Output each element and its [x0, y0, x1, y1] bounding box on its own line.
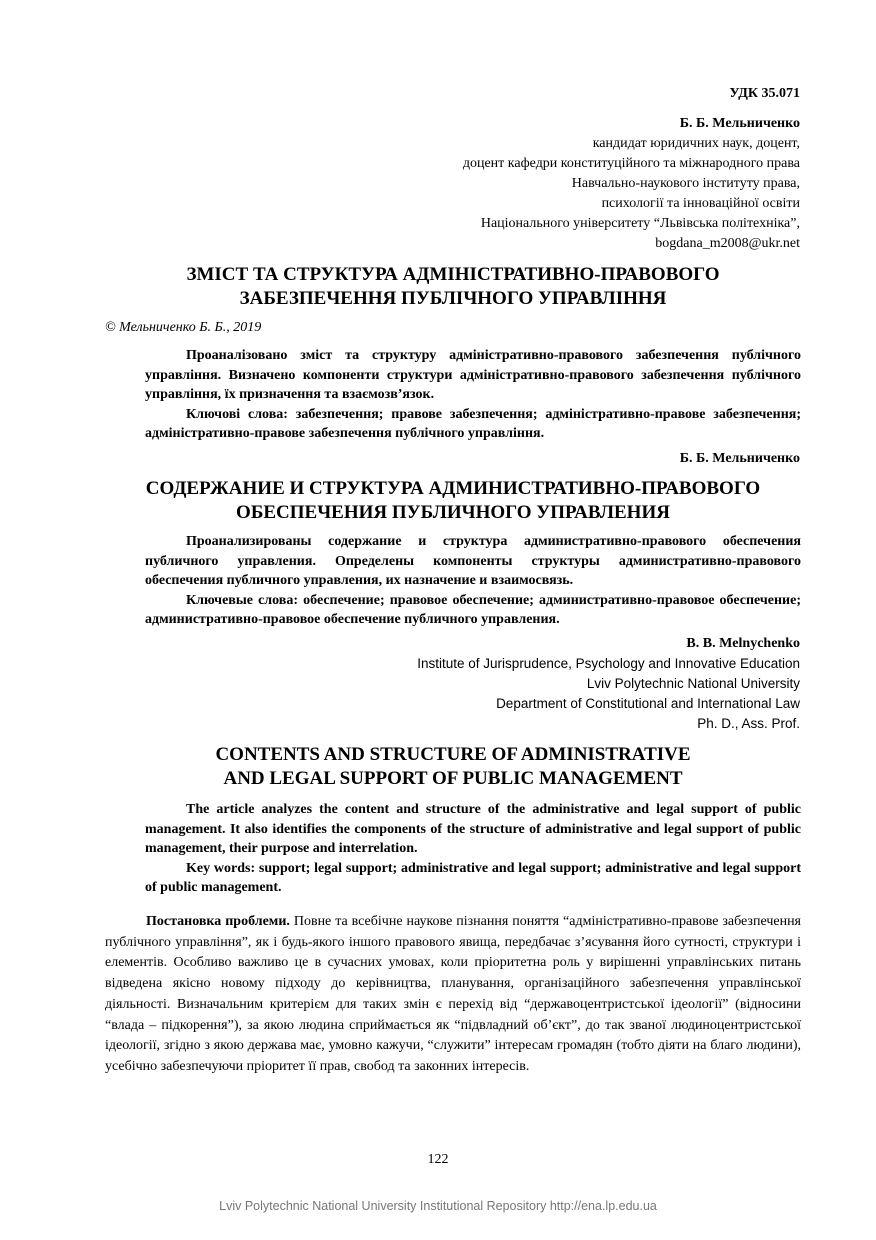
page-number: 122 — [427, 1152, 449, 1167]
author-name-ua: Б. Б. Мельниченко — [679, 116, 800, 131]
abstract-ua-block — [145, 346, 801, 444]
author-email: bogdana_m2008@ukr.net — [655, 236, 800, 251]
title-ru-line: СОДЕРЖАНИЕ И СТРУКТУРА АДМИНИСТРАТИВНО-ПРАВОВОГО — [145, 478, 761, 499]
title-en — [60, 743, 846, 791]
author-affiliation-en: Lviv Polytechnic National University — [586, 676, 800, 691]
author-name-ru: Б. Б. Мельниченко — [679, 451, 800, 466]
author-affiliation-line: Національного університету “Львівська політехніка”, — [480, 216, 800, 231]
title-ua — [60, 263, 846, 311]
title-en-line: AND LEGAL SUPPORT OF PUBLIC MANAGEMENT — [223, 768, 683, 789]
author-affiliation-en: Institute of Jurisprudence, Psychology and Innovative Education — [417, 656, 800, 671]
author-name-en: B. B. Melnychenko — [686, 636, 800, 651]
author-affiliation-en: Department of Constitutional and International Law — [496, 696, 800, 711]
author-affiliation-line: доцент кафедри конституційного та міжнародного права — [462, 156, 800, 171]
udc-code: УДК 35.071 — [729, 86, 800, 101]
article-body — [105, 912, 801, 1078]
abstract-ua: Проаналізовано зміст та структуру адміністративно-правового забезпечення публічного управління. Визначено компоненти структури адміністративно-правового забезпечення публічного управління, їх призначення та взаємозв’язок. — [145, 348, 801, 402]
body-paragraph — [105, 912, 801, 1078]
title-ru — [60, 477, 846, 525]
abstract-en-block — [145, 800, 801, 898]
abstract-ru-block — [145, 532, 801, 630]
keywords-en: Key words: support; legal support; administrative and legal support; administrative and legal support of public management. — [145, 860, 801, 895]
author-affiliation-line: психології та інноваційної освіти — [601, 196, 800, 211]
title-ru-line: ОБЕСПЕЧЕНИЯ ПУБЛИЧНОГО УПРАВЛЕНИЯ — [236, 502, 670, 523]
title-en-line: CONTENTS AND STRUCTURE OF ADMINISTRATIVE — [215, 744, 691, 765]
author-affiliation-line: Навчально-наукового інституту права, — [571, 176, 800, 191]
author-degree-en: Ph. D., Ass. Prof. — [697, 716, 800, 731]
keywords-ua: Ключові слова: забезпечення; правове забезпечення; адміністративно-правове забезпечення; адміністративно-правове забезпечення публічного управління. — [145, 406, 801, 441]
section-lead: Постановка проблеми. — [146, 914, 290, 929]
copyright: © Мельниченко Б. Б., 2019 — [105, 320, 262, 335]
author-affiliation-line: кандидат юридичних наук, доцент, — [592, 136, 800, 151]
abstract-ru: Проанализированы содержание и структура административно-правового обеспечения публичного управления. Определены компоненты структуры административно-правового обеспечения публичного управления, их назначение и взаимосвязь. — [145, 534, 801, 588]
repository-footer: Lviv Polytechnic National University Institutional Repository http://ena.lp.edu.ua — [219, 1199, 657, 1213]
title-ua-line: ЗМІСТ ТА СТРУКТУРА АДМІНІСТРАТИВНО-ПРАВОВОГО — [186, 264, 720, 285]
body-text: Повне та всебічне наукове пізнання поняття “адміністративно-правове забезпечення публічного управління”, як і будь-якого іншого правового явища, передбачає з’ясування його сутності, структури і елементів. Особливо важливо це в сучасних умовах, коли пріоритетна роль у вирішенні управлінських питань відведена якісно новому підходу до керівництва, планування, організаційного забезпечення управлінської діяльності. Визначальним критерієм для таких змін є перехід від “державоцентристської ідеології” (відносини “влада – підкорення”), за якою людина сприймається як “підвладний об’єкт”, до так званої людиноцентристської ідеології, згідно з якою держава має, умовно кажучи, “служити” інтересам громадян (тобто діяти на благо людини), усебічно забезпечуючи пріоритет її прав, свобод та законних інтересів. — [105, 914, 802, 1074]
title-ua-line: ЗАБЕЗПЕЧЕННЯ ПУБЛІЧНОГО УПРАВЛІННЯ — [239, 288, 667, 309]
abstract-en: The article analyzes the content and structure of the administrative and legal support of public management. It also identifies the components of the structure of administrative and legal support of public management, their purpose and interrelation. — [145, 802, 801, 856]
keywords-ru: Ключевые слова: обеспечение; правовое обеспечение; административно-правовое обеспечение; административно-правовое обеспечение публичного управления. — [145, 592, 801, 627]
